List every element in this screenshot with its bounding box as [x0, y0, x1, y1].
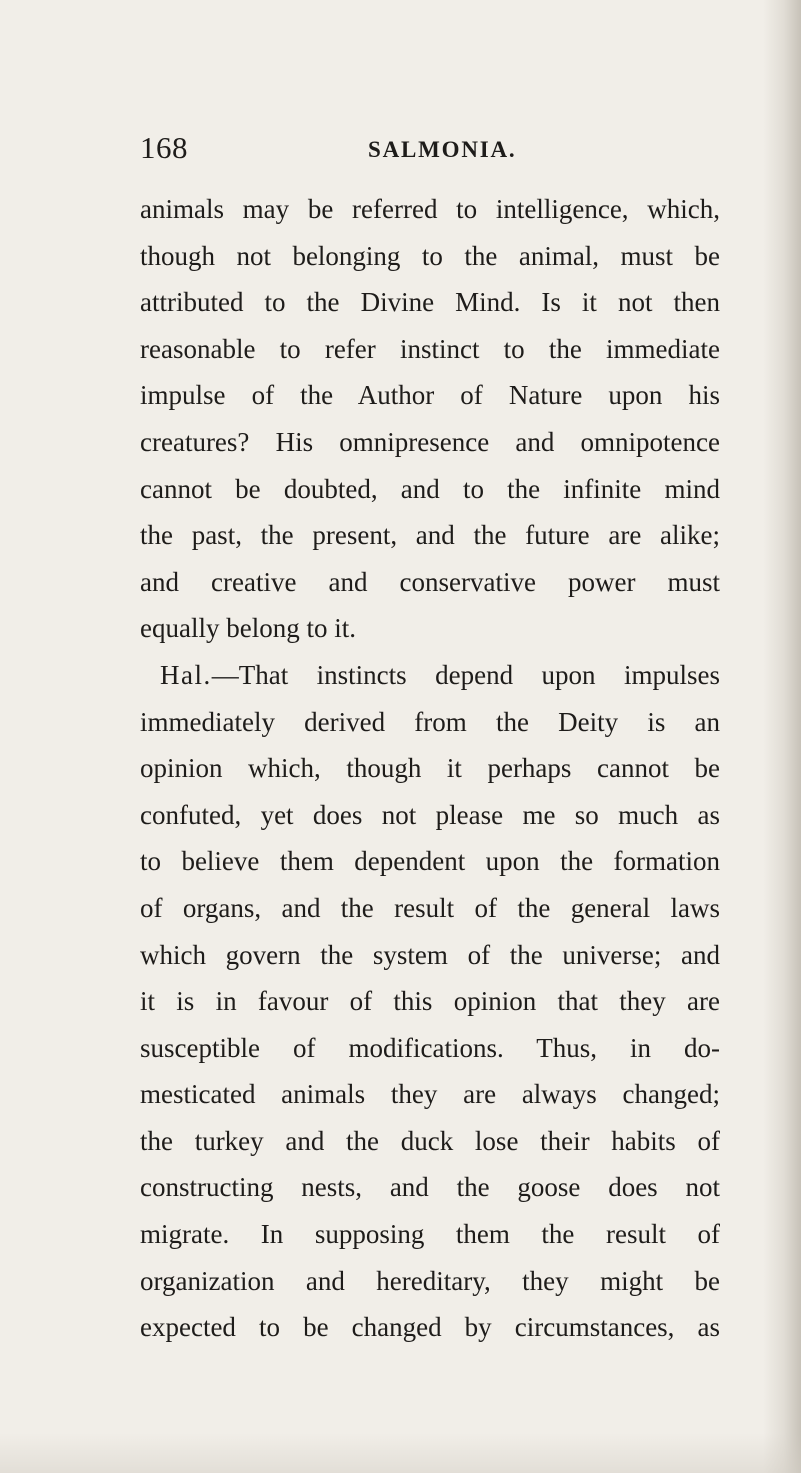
speaker-name: Hal. [160, 659, 212, 690]
text-line: cannot be doubted, and to the infinite mind [140, 473, 720, 504]
running-head: SALMONIA. [368, 137, 517, 162]
text-line: to believe them dependent upon the formation [140, 846, 720, 877]
speaker-line [140, 652, 720, 699]
text-line: opinion which, though it perhaps cannot be [140, 753, 720, 784]
text-line: which govern the system of the universe; and [140, 939, 720, 970]
text-line: though not belonging to the animal, must be [140, 240, 720, 271]
text-line: migrate. In supposing them the result of [140, 1219, 720, 1250]
text-line: equally belong to it. [140, 613, 356, 644]
text-line: creatures? His omnipresence and omnipotence [140, 426, 720, 457]
text-line: animals may be referred to intelligence, which, [140, 194, 720, 224]
text-line: the turkey and the duck lose their habits of [140, 1125, 720, 1156]
text-line: organization and hereditary, they might be [140, 1265, 720, 1296]
text-line: and creative and conservative power must [140, 566, 720, 597]
text-line: susceptible of modifications. Thus, in do- [140, 1032, 720, 1063]
text-line: constructing nests, and the goose does not [140, 1172, 720, 1203]
text-line: confuted, yet does not please me so much as [140, 799, 720, 830]
body-text [140, 186, 720, 1351]
page-number: 168 [140, 130, 188, 165]
speaker-line-text: —That instincts depend upon impulses [211, 659, 720, 690]
page-bottom-shadow [0, 1433, 801, 1473]
text-line: mesticated animals they are always changed; [140, 1079, 720, 1110]
page-header [140, 128, 715, 168]
text-line: the past, the present, and the future are alike; [140, 520, 720, 551]
text-line: attributed to the Divine Mind. Is it not then [140, 287, 720, 318]
text-line: reasonable to refer instinct to the immediate [140, 333, 720, 364]
text-line: of organs, and the result of the general laws [140, 892, 720, 923]
text-line: it is in favour of this opinion that they are [140, 986, 720, 1017]
page-edge-shadow [763, 0, 801, 1473]
text-line: expected to be changed by circumstances, as [140, 1312, 720, 1343]
text-line: immediately derived from the Deity is an [140, 706, 720, 737]
text-line: impulse of the Author of Nature upon his [140, 380, 720, 411]
